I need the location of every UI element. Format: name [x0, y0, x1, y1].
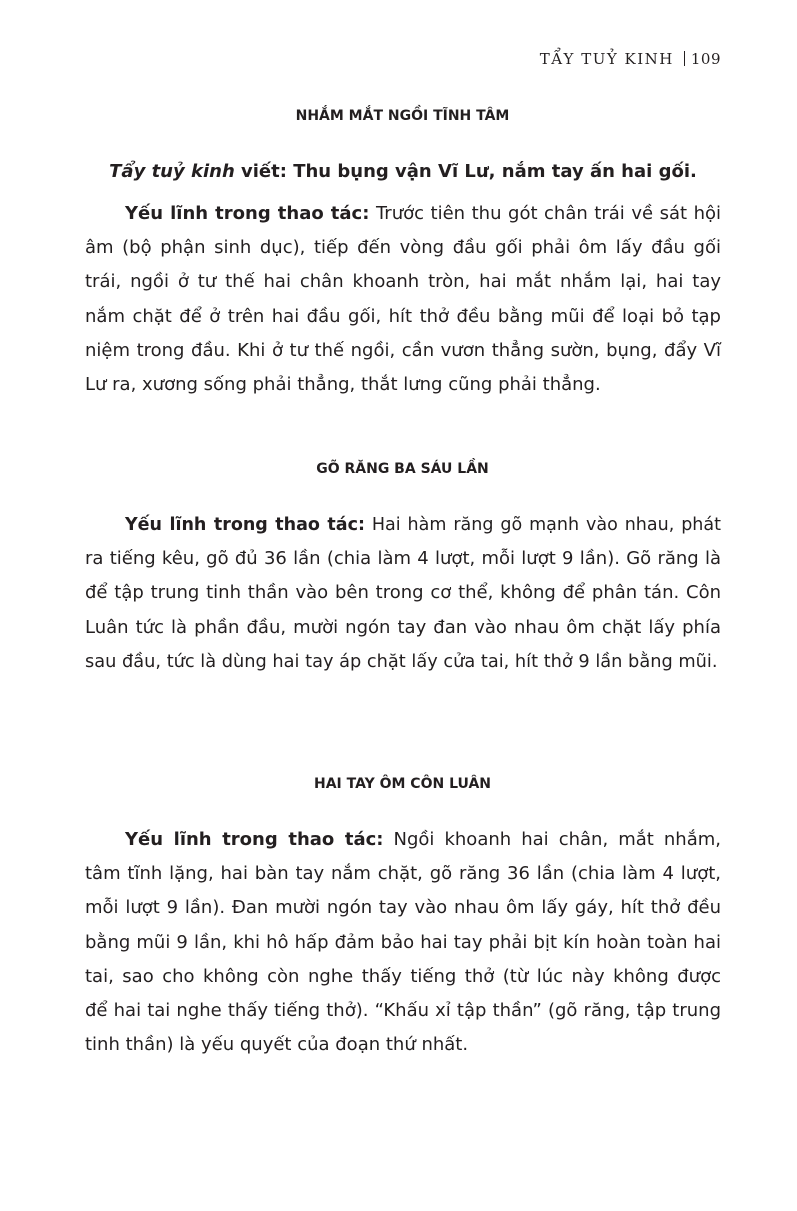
paragraph-line: nắm chặt để ở trên hai đầu gối, hít thở đều bằng mũi để loại bỏ tạp: [85, 305, 721, 327]
paragraph-line: trái, ngồi ở tư thế hai chân khoanh tròn, hai mắt nhắm lại, hai tay: [85, 271, 721, 293]
paragraph-line: tinh thần) là yếu quyết của đoạn thứ nhất.: [85, 1034, 469, 1056]
book-reference: Tẩy tuỷ kinh: [109, 161, 235, 182]
intro-line: [85, 155, 721, 189]
section-heading: HAI TAY ÔM CÔN LUÂN: [314, 776, 491, 792]
section-heading: GÕ RĂNG BA SÁU LẦN: [316, 461, 489, 477]
line-text: Trước tiên thu gót chân trái về sát hội: [369, 203, 721, 224]
paragraph-line: Luân tức là phần đầu, mười ngón tay đan vào nhau ôm chặt lấy phía: [85, 616, 721, 638]
paragraph: [85, 508, 721, 679]
book-title: TẨY TUỶ KINH: [539, 50, 674, 68]
paragraph-line: âm (bộ phận sinh dục), tiếp đến vòng đầu gối phải ôm lấy đầu gối: [85, 237, 721, 259]
paragraph-line: niệm trong đầu. Khi ở tư thế ngồi, cần vươn thẳng sườn, bụng, đẩy Vĩ: [85, 339, 721, 361]
line-text: Hai hàm răng gõ mạnh vào nhau, phát: [364, 515, 721, 535]
paragraph: [85, 197, 721, 402]
paragraph-line: bằng mũi 9 lần, khi hô hấp đảm bảo hai tay phải bịt kín hoàn toàn hai: [85, 931, 721, 953]
running-head: [540, 50, 721, 68]
lead-label: Yếu lĩnh trong thao tác:: [125, 203, 370, 224]
header-divider: [684, 51, 685, 66]
intro-text: viết: Thu bụng vận Vĩ Lư, nắm tay ấn hai gối.: [234, 161, 697, 182]
paragraph-line: [85, 823, 721, 857]
lead-label: Yếu lĩnh trong thao tác:: [125, 515, 365, 535]
paragraph-line: ra tiếng kêu, gõ đủ 36 lần (chia làm 4 lượt, mỗi lượt 9 lần). Gõ răng là: [85, 548, 721, 570]
paragraph-line: tai, sao cho không còn nghe thấy tiếng thở (từ lúc này không được: [85, 965, 721, 987]
page-number: 109: [690, 50, 721, 68]
line-text: Ngồi khoanh hai chân, mắt nhắm,: [383, 829, 721, 850]
paragraph-line: để hai tai nghe thấy tiếng thở). “Khấu xỉ tập thần” (gõ răng, tập trung: [85, 999, 721, 1021]
paragraph-line: [85, 197, 721, 231]
paragraph-line: [85, 508, 721, 542]
section-intro: [85, 155, 721, 189]
paragraph-line: tâm tĩnh lặng, hai bàn tay nắm chặt, gõ răng 36 lần (chia làm 4 lượt,: [85, 863, 721, 885]
paragraph-line: mỗi lượt 9 lần). Đan mười ngón tay vào nhau ôm lấy gáy, hít thở đều: [85, 897, 721, 919]
lead-label: Yếu lĩnh trong thao tác:: [125, 829, 384, 850]
section-heading: NHẮM MẮT NGỒI TĨNH TÂM: [295, 108, 510, 124]
paragraph: [85, 823, 721, 1062]
paragraph-line: sau đầu, tức là dùng hai tay áp chặt lấy cửa tai, hít thở 9 lần bằng mũi.: [85, 651, 718, 672]
paragraph-line: để tập trung tinh thần vào bên trong cơ thể, không để phân tán. Côn: [85, 582, 721, 604]
paragraph-line: Lư ra, xương sống phải thẳng, thắt lưng cũng phải thẳng.: [85, 373, 601, 395]
